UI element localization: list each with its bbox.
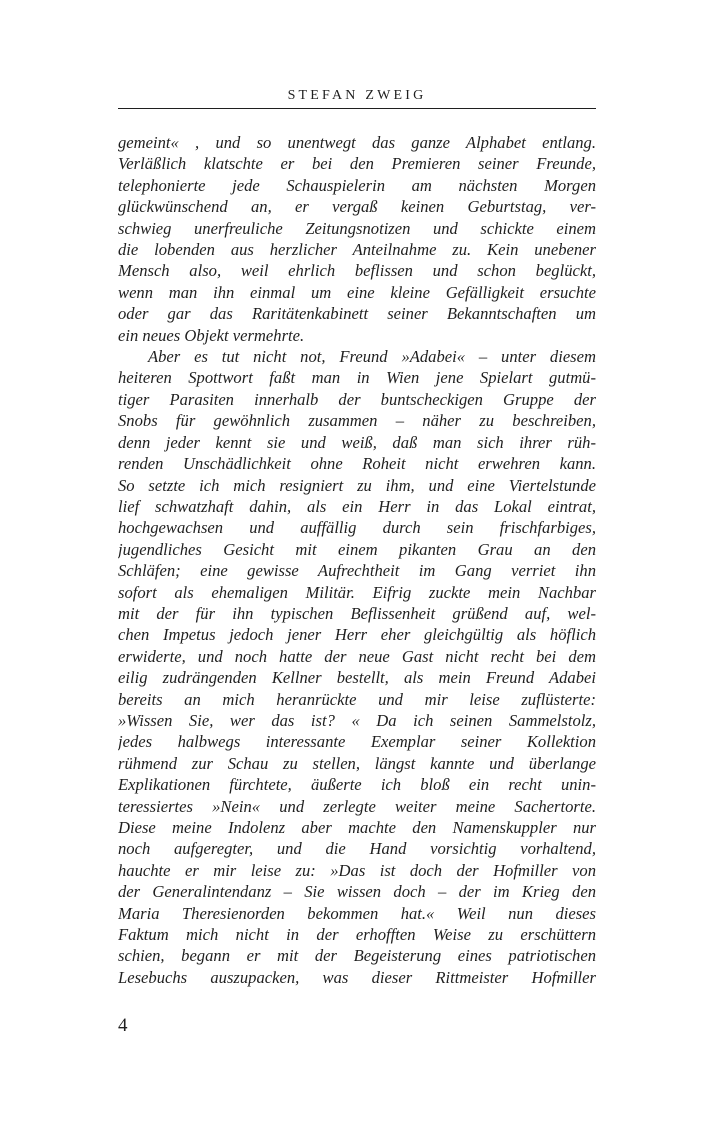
paragraph-start-line: Aber es tut nicht not, Freund »Adabei« – unter diesem [148,347,596,367]
text-line: bereits an mich heranrückte und mir leise zuflüsterte: [118,689,596,709]
text-line: glückwünschend an, er vergaß keinen Geburtstag, ver- [118,197,596,217]
text-line: telephonierte jede Schauspielerin am nächsten Morgen [118,175,596,195]
page-number: 4 [118,1015,128,1036]
text-line: tiger Parasiten innerhalb der buntscheckigen Gruppe der [118,389,596,409]
text-line: Verläßlich klatschte er bei den Premieren seiner Freunde, [118,154,596,174]
text-line: mit der für ihn typischen Beflissenheit grüßend auf, wel- [118,603,596,623]
text-line: renden Unschädlichkeit ohne Roheit nicht erwehren kann. [118,454,596,474]
text-line: hauchte er mir leise zu: »Das ist doch der Hofmiller von [118,860,596,880]
body-text [118,132,596,988]
text-line: wenn man ihn einmal um eine kleine Gefälligkeit ersuchte [118,282,596,302]
text-line: heiteren Spottwort faßt man in Wien jene Spielart gutmü- [118,368,596,388]
text-line: »Wissen Sie, wer das ist? « Da ich seinen Sammelstolz, [118,710,596,730]
text-line: teressiertes »Nein« und zerlegte weiter meine Sachertorte. [118,796,596,816]
text-line: So setzte ich mich resigniert zu ihm, und eine Viertelstunde [118,475,596,495]
text-line: jugendliches Gesicht mit einem pikanten Grau an den [118,539,596,559]
text-line: denn jeder kennt sie und weiß, daß man sich ihrer rüh- [118,432,596,452]
text-line: schwieg unerfreuliche Zeitungsnotizen und schickte einem [118,218,596,238]
paragraph-end-line: ein neues Objekt vermehrte. [118,325,305,345]
text-line: Snobs für gewöhnlich zusammen – näher zu beschreiben, [118,411,596,431]
text-line: jedes halbwegs interessante Exemplar seiner Kollektion [118,732,596,752]
text-line: rühmend zur Schau zu stellen, längst kannte und überlange [118,753,596,773]
text-line: Explikationen fürchtete, äußerte ich bloß ein recht unin- [118,775,596,795]
text-line: Faktum mich nicht in der erhofften Weise zu erschüttern [118,925,596,945]
text-line: Maria Theresienorden bekommen hat.« Weil nun dieses [118,903,596,923]
running-head: STEFAN ZWEIG [287,88,427,103]
text-line: chen Impetus jedoch jener Herr eher gleichgültig als höflich [118,625,596,645]
text-line: Diese meine Indolenz aber machte den Namenskuppler nur [118,818,596,837]
text-line: eilig zudrängenden Kellner bestellt, als mein Freund Adabei [118,668,596,688]
text-line: oder gar das Raritätenkabinett seiner Bekanntschaften um [118,304,596,324]
text-line: erwiderte, und noch hatte der neue Gast nicht recht bei dem [118,646,596,666]
text-line: der Generalintendanz – Sie wissen doch – der im Krieg den [118,882,596,902]
text-line: schien, begann er mit der Begeisterung eines patriotischen [118,946,596,966]
header-rule [118,108,596,109]
text-line: noch aufgeregter, und die Hand vorsichtig vorhaltend, [118,839,596,859]
text-line: Mensch also, weil ehrlich beflissen und schon beglückt, [118,261,596,281]
text-line: hochgewachsen und auffällig durch sein frischfarbiges, [118,518,596,538]
text-line: sofort als ehemaligen Militär. Eifrig zuckte mein Nachbar [118,582,596,602]
text-line: Lesebuchs auszupacken, was dieser Rittmeister Hofmiller [118,967,596,987]
text-line: lief schwatzhaft dahin, als ein Herr in das Lokal eintrat, [118,496,596,516]
text-line: gemeint« , und so unentwegt das ganze Alphabet entlang. [118,133,596,152]
text-line: Schläfen; eine gewisse Aufrechtheit im Gang verriet ihn [118,561,596,581]
text-line: die lobenden aus herzlicher Anteilnahme zu. Kein unebener [118,240,596,260]
